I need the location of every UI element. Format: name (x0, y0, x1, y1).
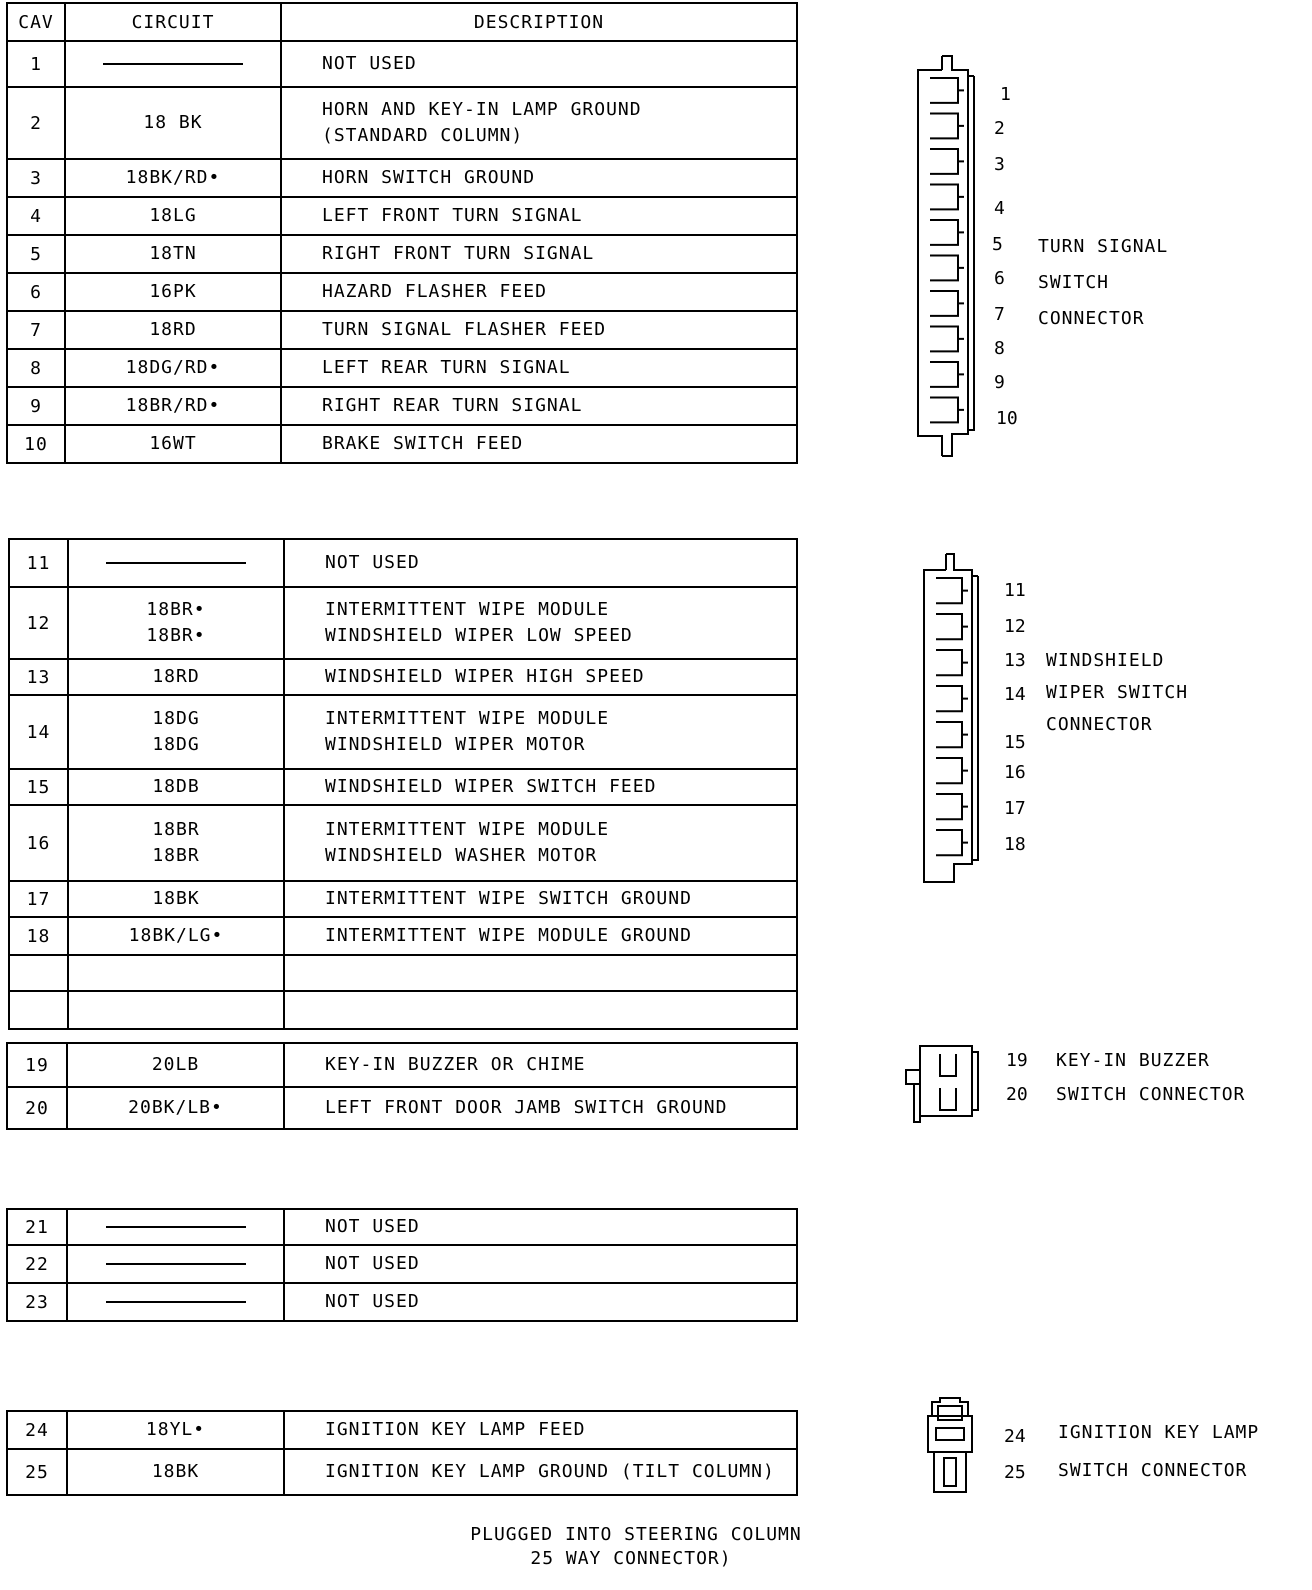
description-text: NOT USED (325, 552, 420, 573)
pin-number: 14 (1004, 684, 1026, 705)
connector-label: TURN SIGNAL (1038, 236, 1169, 257)
cav-cell: 15 (9, 769, 68, 805)
circuit-cell (65, 425, 281, 463)
pin-number: 3 (994, 154, 1005, 175)
circuit-cell (68, 917, 284, 955)
description-cell (281, 425, 797, 463)
pin-number: 20 (1006, 1084, 1028, 1105)
circuit-cell (67, 1449, 284, 1495)
description-text: RIGHT FRONT TURN SIGNAL (322, 243, 595, 264)
circuit-code: 18BK/LG• (128, 925, 224, 946)
table-row (7, 311, 797, 349)
description-cell (284, 659, 797, 695)
pin-number: 8 (994, 338, 1005, 359)
cav-cell: 9 (7, 387, 65, 425)
circuit-code: 18BK (151, 1461, 200, 1482)
circuit-code: 20LB (151, 1054, 200, 1075)
circuit-code: 20BK/LB• (128, 1097, 223, 1118)
cav-cell: 4 (7, 197, 65, 235)
table-row (7, 1283, 797, 1321)
description-text: LEFT REAR TURN SIGNAL (322, 357, 571, 378)
description-text: WINDSHIELD WIPER HIGH SPEED (325, 666, 645, 687)
pin-number: 17 (1004, 798, 1026, 819)
table-row (9, 881, 797, 917)
table-row (7, 1245, 797, 1283)
pin-number: 16 (1004, 762, 1026, 783)
circuit-cell (67, 1245, 284, 1283)
cav-cell: 19 (7, 1043, 67, 1087)
pin-number: 19 (1006, 1050, 1028, 1071)
not-used-dash (106, 1301, 246, 1303)
circuit-code: 18YL• (145, 1419, 206, 1440)
table-row (7, 87, 797, 159)
description-cell (281, 387, 797, 425)
cav-header: CAV (7, 3, 65, 41)
pin-number: 15 (1004, 732, 1026, 753)
cav-cell: 11 (9, 539, 68, 587)
circuit-code: 18DG (152, 708, 200, 729)
cav-cell: 17 (9, 881, 68, 917)
circuit-cell (65, 159, 281, 197)
cav-cell: 13 (9, 659, 68, 695)
description-text: INTERMITTENT WIPE MODULE (325, 819, 610, 840)
table-row (7, 425, 797, 463)
circuit-code: 18 BK (143, 112, 203, 133)
connector-label: KEY-IN BUZZER (1056, 1050, 1210, 1071)
description-text: NOT USED (325, 1216, 420, 1237)
circuit-cell (68, 805, 284, 881)
cav-cell: 10 (7, 425, 65, 463)
circuit-cell (67, 1209, 284, 1245)
table-row (7, 159, 797, 197)
circuit-cell (68, 587, 284, 659)
pin-number: 7 (994, 304, 1005, 325)
description-cell (284, 587, 797, 659)
description-text: WINDSHIELD WIPER MOTOR (325, 734, 586, 755)
circuit-cell (65, 87, 281, 159)
turn-signal-table (6, 2, 798, 464)
wiper-switch-connector-icon (916, 550, 986, 890)
table-row (7, 1449, 797, 1495)
description-text: NOT USED (322, 53, 417, 74)
circuit-header: CIRCUIT (65, 3, 281, 41)
circuit-code: 18RD (152, 666, 200, 687)
not-used-dash (106, 562, 246, 564)
description-cell (284, 769, 797, 805)
cav-cell: 6 (7, 273, 65, 311)
description-cell (281, 311, 797, 349)
description-cell (284, 1449, 797, 1495)
description-cell (284, 1043, 797, 1087)
description-text: HORN SWITCH GROUND (322, 167, 536, 188)
circuit-cell (68, 769, 284, 805)
table-row (7, 387, 797, 425)
table-row (9, 695, 797, 769)
table-row (9, 659, 797, 695)
connector-label: CONNECTOR (1046, 714, 1153, 735)
cav-cell: 14 (9, 695, 68, 769)
pin-number: 13 (1004, 650, 1026, 671)
pin-number: 2 (994, 118, 1005, 139)
cav-cell: 18 (9, 917, 68, 955)
circuit-code: 18TN (149, 243, 197, 264)
circuit-code: 18BR• (146, 599, 206, 620)
circuit-code: 18DB (152, 776, 200, 797)
table-row (9, 917, 797, 955)
pin-number: 4 (994, 198, 1005, 219)
connector-label: SWITCH (1038, 272, 1110, 293)
description-text: IGNITION KEY LAMP FEED (325, 1419, 586, 1440)
circuit-code: 16PK (149, 281, 197, 302)
description-cell (284, 955, 797, 991)
description-text: INTERMITTENT WIPE MODULE (325, 599, 610, 620)
description-cell (284, 1245, 797, 1283)
table-row (7, 235, 797, 273)
description-cell (284, 917, 797, 955)
circuit-code: 18BR• (146, 625, 206, 646)
circuit-cell (68, 991, 284, 1029)
connector-label: SWITCH CONNECTOR (1056, 1084, 1246, 1105)
circuit-code: 18BR (152, 819, 200, 840)
description-cell (284, 695, 797, 769)
circuit-code: 18BR/RD• (125, 395, 221, 416)
circuit-code: 18DG/RD• (125, 357, 221, 378)
circuit-code: 18LG (149, 205, 197, 226)
cav-cell: 1 (7, 41, 65, 87)
circuit-cell (68, 539, 284, 587)
description-text: LEFT FRONT DOOR JAMB SWITCH GROUND (325, 1097, 728, 1118)
pin-number: 5 (992, 234, 1003, 255)
description-text: INTERMITTENT WIPE MODULE (325, 708, 610, 729)
pin-number: 10 (996, 408, 1018, 429)
description-text: HAZARD FLASHER FEED (322, 281, 547, 302)
not-used-table (6, 1208, 798, 1322)
description-text: RIGHT REAR TURN SIGNAL (322, 395, 583, 416)
pin-number: 1 (1000, 84, 1011, 105)
description-text: BRAKE SWITCH FEED (322, 433, 524, 454)
description-cell (284, 805, 797, 881)
circuit-cell (68, 695, 284, 769)
table-row (9, 539, 797, 587)
table-row (7, 1411, 797, 1449)
description-cell (281, 349, 797, 387)
circuit-cell (65, 349, 281, 387)
cav-cell: 5 (7, 235, 65, 273)
connector-label: WIPER SWITCH (1046, 682, 1189, 703)
ignition-lamp-table (6, 1410, 798, 1496)
circuit-cell (68, 659, 284, 695)
circuit-code: 18BR (152, 845, 200, 866)
table-row (7, 41, 797, 87)
description-text: TURN SIGNAL FLASHER FEED (322, 319, 607, 340)
description-cell (284, 991, 797, 1029)
description-text: LEFT FRONT TURN SIGNAL (322, 205, 583, 226)
pin-number: 6 (994, 268, 1005, 289)
header-row (7, 3, 797, 41)
circuit-cell (65, 41, 281, 87)
description-cell (281, 159, 797, 197)
description-cell (281, 235, 797, 273)
table-row (9, 587, 797, 659)
description-text: NOT USED (325, 1291, 420, 1312)
ignition-key-lamp-connector-icon (922, 1396, 978, 1496)
cav-cell: 12 (9, 587, 68, 659)
circuit-cell (68, 881, 284, 917)
turn-signal-connector-icon (912, 54, 982, 460)
cav-cell (9, 955, 68, 991)
circuit-cell (67, 1043, 284, 1087)
cav-cell: 25 (7, 1449, 67, 1495)
connector-label: CONNECTOR (1038, 308, 1145, 329)
circuit-code: 18DG (152, 734, 200, 755)
cav-cell: 3 (7, 159, 65, 197)
connector-label: WINDSHIELD (1046, 650, 1165, 671)
description-text: WINDSHIELD WIPER SWITCH FEED (325, 776, 657, 797)
circuit-code: 18BK (152, 888, 200, 909)
cav-cell: 23 (7, 1283, 67, 1321)
pin-number: 9 (994, 372, 1005, 393)
table-row (7, 273, 797, 311)
circuit-cell (65, 235, 281, 273)
table-row (9, 805, 797, 881)
circuit-cell (68, 955, 284, 991)
key-in-buzzer-connector-icon (900, 1040, 984, 1124)
description-cell (284, 1411, 797, 1449)
description-text: INTERMITTENT WIPE SWITCH GROUND (325, 888, 692, 909)
circuit-cell (67, 1411, 284, 1449)
description-cell (281, 197, 797, 235)
circuit-cell (65, 273, 281, 311)
not-used-dash (106, 1226, 246, 1228)
footer-line-1: PLUGGED INTO STEERING COLUMN (470, 1524, 802, 1545)
table-row (9, 769, 797, 805)
description-text: NOT USED (325, 1253, 420, 1274)
description-cell (284, 1283, 797, 1321)
description-text: WINDSHIELD WASHER MOTOR (325, 845, 598, 866)
circuit-code: 16WT (149, 433, 197, 454)
pin-number: 24 (1004, 1426, 1026, 1447)
description-text: IGNITION KEY LAMP GROUND (TILT COLUMN) (325, 1461, 775, 1482)
circuit-code: 18RD (149, 319, 197, 340)
connector-label: SWITCH CONNECTOR (1058, 1460, 1248, 1481)
description-text: (STANDARD COLUMN) (322, 125, 524, 146)
cav-cell: 22 (7, 1245, 67, 1283)
circuit-code: 18BK/RD• (125, 167, 221, 188)
description-cell (281, 273, 797, 311)
description-header: DESCRIPTION (281, 3, 797, 41)
description-cell (284, 539, 797, 587)
cav-cell: 24 (7, 1411, 67, 1449)
description-text: WINDSHIELD WIPER LOW SPEED (325, 625, 633, 646)
circuit-cell (65, 197, 281, 235)
cav-cell: 8 (7, 349, 65, 387)
cav-cell: 2 (7, 87, 65, 159)
not-used-dash (106, 1263, 246, 1265)
pin-number: 12 (1004, 616, 1026, 637)
table-row (9, 991, 797, 1029)
description-cell (284, 1087, 797, 1129)
description-text: HORN AND KEY-IN LAMP GROUND (322, 99, 642, 120)
description-cell (281, 41, 797, 87)
table-row (7, 197, 797, 235)
description-cell (284, 881, 797, 917)
key-in-buzzer-table (6, 1042, 798, 1130)
table-row (7, 349, 797, 387)
cav-cell (9, 991, 68, 1029)
footer-line-2: 25 WAY CONNECTOR) (530, 1548, 732, 1569)
description-text: KEY-IN BUZZER OR CHIME (325, 1054, 586, 1075)
wiper-switch-table (8, 538, 798, 1030)
cav-cell: 21 (7, 1209, 67, 1245)
cav-cell: 16 (9, 805, 68, 881)
circuit-cell (67, 1283, 284, 1321)
circuit-cell (67, 1087, 284, 1129)
table-row (9, 955, 797, 991)
cav-cell: 20 (7, 1087, 67, 1129)
description-text: INTERMITTENT WIPE MODULE GROUND (325, 925, 692, 946)
table-row (7, 1209, 797, 1245)
not-used-dash (103, 63, 243, 65)
circuit-cell (65, 311, 281, 349)
connector-label: IGNITION KEY LAMP (1058, 1422, 1260, 1443)
description-cell (281, 87, 797, 159)
pin-number: 18 (1004, 834, 1026, 855)
pin-number: 25 (1004, 1462, 1026, 1483)
table-row (7, 1087, 797, 1129)
description-cell (284, 1209, 797, 1245)
table-row (7, 1043, 797, 1087)
cav-cell: 7 (7, 311, 65, 349)
pin-number: 11 (1004, 580, 1026, 601)
circuit-cell (65, 387, 281, 425)
